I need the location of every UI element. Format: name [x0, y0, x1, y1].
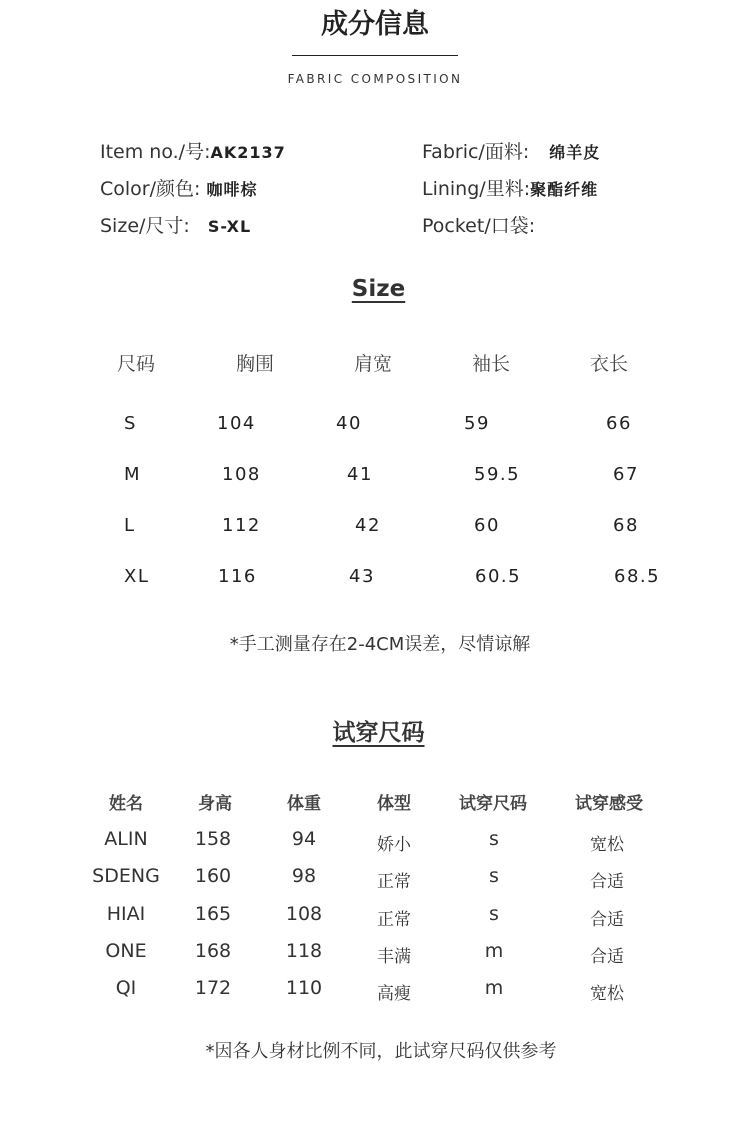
info-color [100, 174, 257, 201]
info-fabric-value: 绵羊皮 [549, 143, 601, 162]
size-cell: L [124, 515, 136, 536]
size-cell: 41 [347, 464, 373, 485]
fit-header-feel: 试穿感受 [575, 794, 643, 814]
size-cell: 112 [222, 515, 261, 536]
fit-cell: QI [115, 977, 137, 999]
size-note: *手工测量存在2-4CM误差，尽情谅解 [229, 634, 531, 655]
fit-header-name: 姓名 [109, 794, 143, 814]
fit-cell: s [489, 865, 499, 887]
size-cell: 59 [464, 413, 490, 434]
info-lining-label: Lining/里料: [422, 178, 531, 200]
fit-cell: 正常 [377, 910, 411, 930]
info-item-label: Item no./号: [100, 141, 211, 163]
fit-cell: s [489, 828, 499, 850]
size-cell: 116 [218, 566, 257, 587]
fit-cell: 98 [291, 865, 317, 887]
page-subtitle: FABRIC COMPOSITION [287, 72, 463, 86]
fit-cell: m [484, 977, 504, 999]
info-pocket-label: Pocket/口袋: [422, 215, 536, 237]
fit-cell: SDENG [92, 865, 160, 887]
size-cell: 67 [613, 464, 639, 485]
fit-cell: 高瘦 [377, 984, 411, 1004]
fit-cell: 118 [285, 940, 323, 962]
size-header-shoulder: 肩宽 [354, 353, 393, 375]
fit-cell: 合适 [590, 910, 624, 930]
size-cell: XL [124, 566, 150, 587]
fit-cell: 宽松 [590, 984, 624, 1004]
fit-cell: 正常 [377, 872, 411, 892]
info-size-label: Size/尺寸: [100, 215, 190, 237]
size-cell: M [124, 464, 142, 485]
fit-header-body-type: 体型 [377, 794, 411, 814]
size-cell: 43 [349, 566, 375, 587]
info-color-label: Color/颜色: [100, 178, 201, 200]
info-fabric [422, 137, 600, 164]
info-color-value: 咖啡棕 [206, 180, 258, 199]
info-item-value: AK2137 [210, 143, 286, 162]
size-cell: S [124, 413, 137, 434]
size-header-sleeve: 袖长 [472, 353, 511, 375]
size-cell: 108 [222, 464, 261, 485]
fit-cell: 合适 [590, 872, 624, 892]
title-divider [292, 55, 458, 56]
size-cell: 68.5 [614, 566, 661, 587]
fit-cell: 165 [194, 903, 232, 925]
fit-cell: ONE [105, 940, 147, 962]
size-cell: 60 [474, 515, 500, 536]
size-cell: 42 [355, 515, 381, 536]
fit-cell: 宽松 [590, 835, 624, 855]
fit-header-height: 身高 [198, 794, 232, 814]
size-section-title: Size [351, 276, 406, 302]
fit-header-weight: 体重 [287, 794, 321, 814]
info-pocket [422, 211, 535, 238]
size-header-chest: 胸围 [236, 353, 275, 375]
size-header-length: 衣长 [590, 353, 629, 375]
info-lining [422, 174, 598, 201]
fit-cell: 168 [194, 940, 232, 962]
fit-header-size: 试穿尺码 [459, 794, 527, 814]
fit-cell: 160 [194, 865, 232, 887]
fit-cell: 158 [194, 828, 232, 850]
size-cell: 104 [217, 413, 256, 434]
size-header-code: 尺码 [117, 353, 156, 375]
fit-cell: ALIN [104, 828, 148, 850]
fit-cell: 94 [291, 828, 317, 850]
info-lining-value: 聚酯纤维 [530, 180, 599, 199]
fit-cell: 110 [285, 977, 323, 999]
fit-cell: s [489, 903, 499, 925]
fit-cell: 丰满 [377, 947, 411, 967]
page-title: 成分信息 [321, 9, 429, 40]
fit-cell: 合适 [590, 947, 624, 967]
size-cell: 68 [613, 515, 639, 536]
fit-section-title: 试穿尺码 [332, 720, 425, 746]
fit-note: *因各人身材比例不同，此试穿尺码仅供参考 [205, 1041, 557, 1062]
info-size-value: S-XL [207, 217, 252, 236]
info-item-no [100, 137, 286, 164]
fit-cell: m [484, 940, 504, 962]
fit-cell: 108 [285, 903, 323, 925]
size-cell: 66 [606, 413, 632, 434]
size-cell: 60.5 [475, 566, 522, 587]
info-fabric-label: Fabric/面料: [422, 141, 530, 163]
fit-cell: 娇小 [377, 835, 411, 855]
fit-cell: 172 [194, 977, 232, 999]
size-cell: 59.5 [474, 464, 521, 485]
size-cell: 40 [336, 413, 362, 434]
fit-cell: HIAI [106, 903, 146, 925]
info-size [100, 211, 251, 238]
